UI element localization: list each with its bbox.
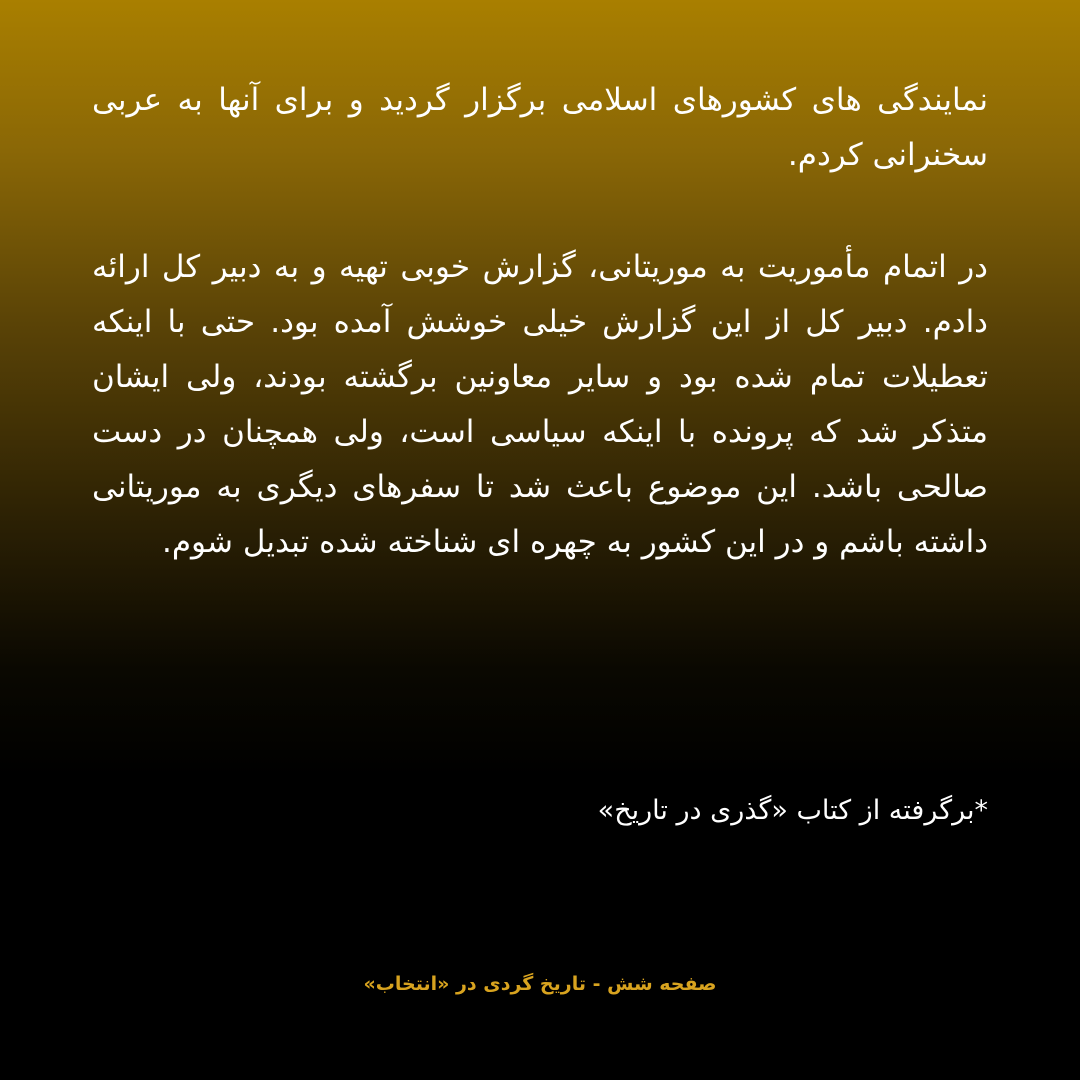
footer-caption: صفحه شش - تاریخ گردی در «انتخاب»	[363, 973, 717, 995]
body-paragraph-1: نمایندگی های کشورهای اسلامی برگزار گردید و برای آنها به عربی سخنرانی کردم.	[92, 82, 988, 173]
body-paragraph-2: در اتمام مأموریت به موریتانی، گزارش خوبی تهیه و به دبیر کل ارائه دادم. دبیر کل از این گزارش خیلی خوشش آمده بود. حتی با اینکه تعطیلات تمام شده بود و سایر معاونین برگشته بودند، ولی ایشان متذکر شد که پرونده با اینکه سیاسی است، ولی همچنان در دست صالحی باشد. این موضوع باعث شد تا سفرهای دیگری به موریتانی داشته باشم و در این کشور به چهره ای شناخته شده تبدیل شوم.	[92, 249, 988, 560]
source-note: *برگرفته از کتاب «گذری در تاریخ»	[597, 795, 988, 826]
